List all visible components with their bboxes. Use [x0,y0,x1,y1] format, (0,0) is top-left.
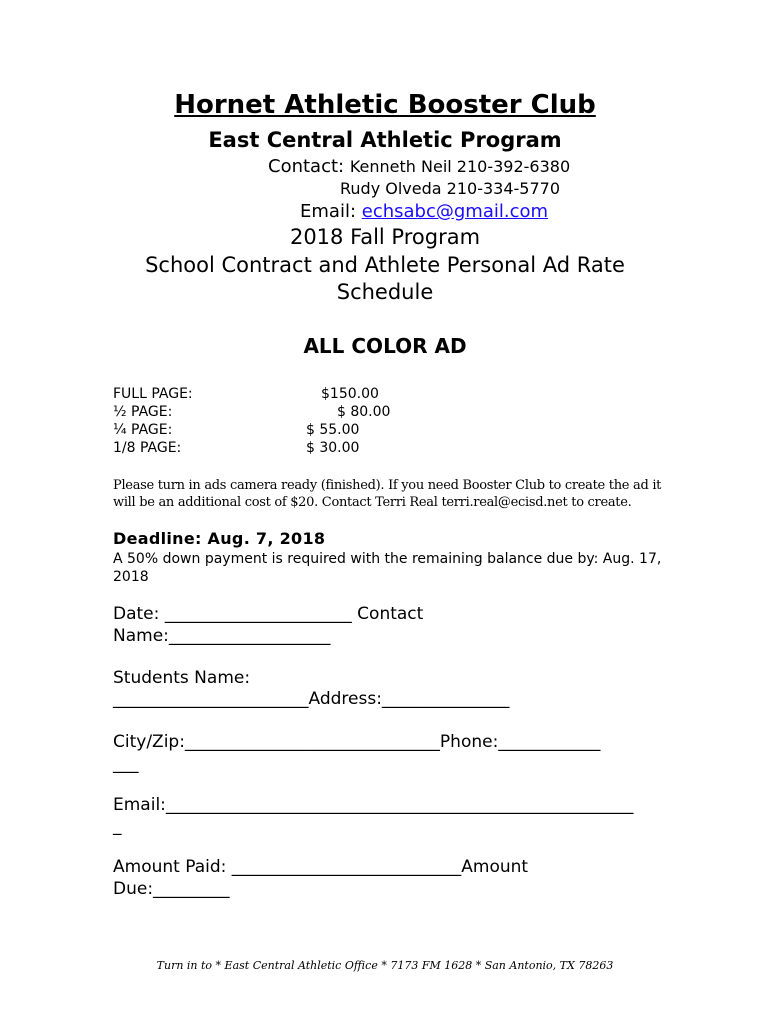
students-name-label: Students Name: [113,668,251,688]
footer-address: Turn in to * East Central Athletic Office * 7173 FM 1628 * San Antonio, TX 78263 [156,959,614,972]
program-year-title: 2018 Fall Program [289,225,481,249]
rates-heading: ALL COLOR AD [303,334,467,358]
amount-paid-field[interactable]: Amount Paid: ___________________________Amount [113,857,529,877]
contact-kenneth: Kenneth Neil 210-392-6380 [349,157,571,176]
rate-label-half: ½ PAGE: [113,404,173,420]
club-title: Hornet Athletic Booster Club [174,90,596,120]
schedule-title: School Contract and Athlete Personal Ad Rate Schedule [145,253,625,304]
city-phone-field[interactable]: City/Zip:______________________________Phone:____________ [113,732,601,752]
students-address-field[interactable]: _______________________Address:_______________ [113,689,510,709]
ad-notice: Please turn in ads camera ready (finished). If you need Booster Club to create the ad it will be an additional cost of $20. Contact Terri Real terri.real@ecisd.net to create. [113,478,662,510]
rate-price-full: $150.00 [321,386,379,402]
deadline-heading: Deadline: Aug. 7, 2018 [113,529,326,548]
rate-label-quarter: ¼ PAGE: [113,422,173,438]
city-phone-field-cont[interactable]: ___ [113,754,139,774]
email-link[interactable]: echsabc@gmail.com [361,201,549,222]
contact-name-field[interactable]: Name:___________________ [113,626,331,646]
rate-price-eighth: $ 30.00 [306,440,360,456]
email-label: Email: [300,201,357,222]
amount-due-field[interactable]: Due:_________ [113,879,230,899]
date-contact-field[interactable]: Date: ______________________ Contact [113,604,424,624]
rate-label-full: FULL PAGE: [113,386,193,402]
rate-price-quarter: $ 55.00 [306,422,360,438]
rate-label-eighth: 1/8 PAGE: [113,440,182,456]
payment-text: A 50% down payment is required with the remaining balance due by: Aug. 17, 2018 [113,551,662,585]
email-line [300,201,548,222]
email-field-cont[interactable]: _ [113,816,122,836]
contact-label: Contact: [268,156,345,177]
contact-rudy: Rudy Olveda 210-334-5770 [340,179,560,198]
rate-price-half: $ 80.00 [337,404,391,420]
contact-line-1 [268,156,570,177]
email-field[interactable]: Email:_______________________________________________________ [113,795,634,815]
program-subtitle: East Central Athletic Program [208,128,562,152]
